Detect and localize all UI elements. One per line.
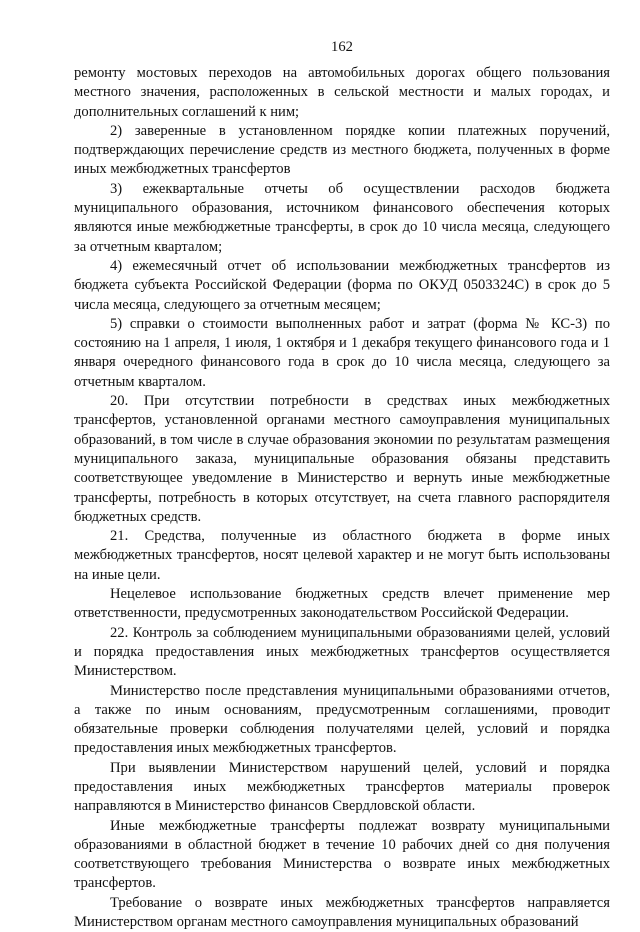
paragraph-refund-obligation: Иные межбюджетные трансферты подлежат возврату муниципальными образованиями в областной бюджет в течение 10 рабочих дней со дня получения соответствующего требования Министерства о возврате иных межбюджетных трансфертов. [74,817,610,892]
paragraph-item-3: 3) ежеквартальные отчеты об осуществлении расходов бюджета муниципального образования, источником финансового обеспечения которых являются иные межбюджетные трансферты, в срок до 10 числа месяца, следующего за отчетным кварталом; [74,180,610,255]
paragraph-clause-20: 20. При отсутствии потребности в средствах иных межбюджетных трансфертов, установленной органами местного самоуправления муниципальных образований, в том числе в случае образования экономии по результатам размещения муниципального заказа, муниципальные образования обязаны представить соответствующее уведомление в Министерство и вернуть иные межбюджетные трансферты, потребность в которых отсутствует, на счета главного распорядителя бюджетных средств. [74,393,610,525]
paragraph-clause-22: 22. Контроль за соблюдением муниципальными образованиями целей, условий и порядка предоставления иных межбюджетных трансфертов осуществляется Министерством. [74,624,610,680]
paragraph-clause-21: 21. Средства, полученные из областного бюджета в форме иных межбюджетных трансфертов, носят целевой характер и не могут быть использованы на иные цели. [74,528,610,583]
paragraph-violations-referral: При выявлении Министерством нарушений целей, условий и порядка предоставления иных межбюджетных трансфертов материалы проверок направляются в Министерство финансов Свердловской области. [74,759,610,815]
paragraph-refund-demand: Требование о возврате иных межбюджетных трансфертов направляется Министерством органам местного самоуправления муниципальных образований [74,894,610,931]
paragraph-item-4: 4) ежемесячный отчет об использовании межбюджетных трансфертов из бюджета субъекта Российской Федерации (форма по ОКУД 0503324С) в срок до 5 числа месяца, следующего за отчетным месяцем; [74,257,610,313]
paragraph-item-2: 2) заверенные в установленном порядке копии платежных поручений, подтверждающих перечисление средств из местного бюджета, полученных в форме иных межбюджетных трансфертов [74,122,610,178]
paragraph-item-5: 5) справки о стоимости выполненных работ и затрат (форма № КС-3) по состоянию на 1 апреля, 1 июля, 1 октября и 1 декабря текущего финансового года и 1 января очередного финансового года в срок до 10 числа месяца, следующего за отчетным кварталом. [74,315,610,390]
paragraph-continuation: ремонту мостовых переходов на автомобильных дорогах общего пользования местного значения, расположенных в сельской местности и малых городах, и дополнительных соглашений к ним; [74,65,610,120]
paragraph-ministry-inspections: Министерство после представления муниципальными образованиями отчетов, а также по иным основаниям, предусмотренным соглашениями, проводит обязательные проверки соблюдения получателями целей, условий и порядка предоставления иных межбюджетных трансфертов. [74,682,610,757]
page-number: 162 [331,39,353,55]
paragraph-misuse-liability: Нецелевое использование бюджетных средств влечет применение мер ответственности, предусмотренных законодательством Российской Федерации. [74,586,610,622]
